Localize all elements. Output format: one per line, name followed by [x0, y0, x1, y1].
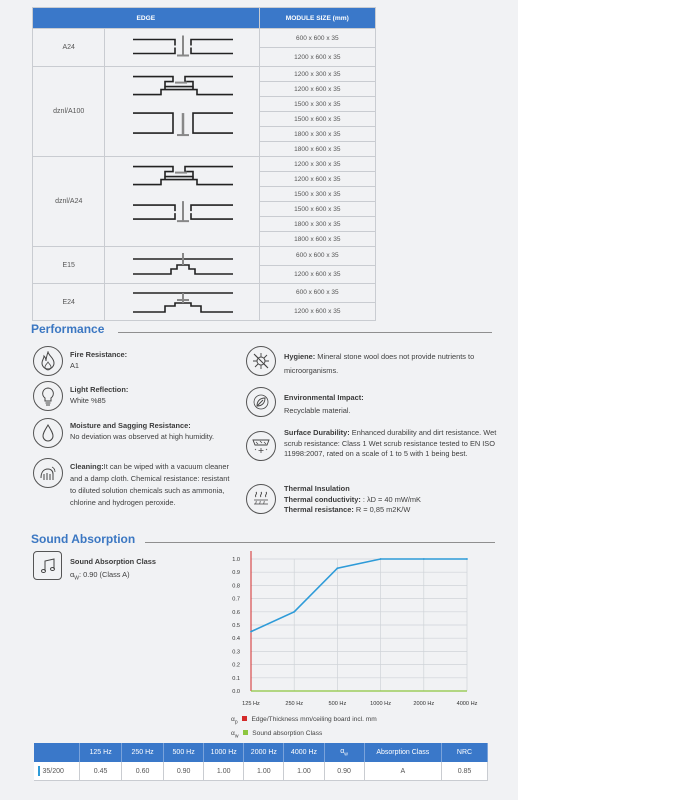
surface-durability-item: Surface Durability: Enhanced durability and dirt resistance. Wet scrub resistance: Class 1 Wet scrub resistance tested to EN ISO 11998:2007, rated on a scale of 1 to 5 with 1 being best. [284, 428, 497, 459]
y-tick-label: 0.6 [232, 609, 240, 616]
sound-table-header: $\alpha_w$ [324, 743, 364, 762]
sound-table-cell: 1.00 [204, 762, 244, 781]
module-size-cell: 1200 x 600 x 35 [259, 82, 375, 97]
module-size-cell: 1800 x 600 x 35 [259, 232, 375, 247]
sound-table-cell: 0.45 [80, 762, 122, 781]
sound-table-header: 500 Hz [164, 743, 204, 762]
light-reflection-item: Light Reflection: White %85 [70, 385, 129, 405]
module-size-cell: 600 x 600 x 35 [259, 29, 375, 48]
y-tick-label: 0.7 [232, 596, 240, 603]
sound-class-item: Sound Absorption Class $\alpha_W$: 0.90 (Class A) [70, 557, 156, 582]
panel-scrub-icon [246, 431, 276, 461]
sound-table-cell: 0.90 [164, 762, 204, 781]
x-tick-label: 1000 Hz [370, 701, 392, 707]
y-tick-label: 0.2 [232, 662, 240, 669]
thermal-item: Thermal Insulation Thermal conductivity: : λD = 40 mW/mK Thermal resistance: R = 0,85 m2K/W [284, 484, 421, 515]
y-tick-label: 0.1 [232, 675, 240, 682]
flame-icon [33, 346, 63, 376]
module-size-cell: 1200 x 600 x 35 [259, 265, 375, 284]
module-size-cell: 600 x 600 x 35 [259, 247, 375, 266]
edge-type-cell: A24 [33, 29, 105, 67]
edge-table-row [33, 247, 376, 266]
legend-red-swatch [242, 716, 247, 721]
module-size-cell: 1800 x 600 x 35 [259, 142, 375, 157]
performance-title: Performance [31, 322, 110, 336]
edge-profile-cell [105, 284, 259, 321]
module-size-cell: 1200 x 600 x 35 [259, 172, 375, 187]
edge-profile-drawing [105, 157, 255, 246]
module-size-cell: 1200 x 600 x 35 [259, 48, 375, 67]
edge-profile-drawing [105, 247, 255, 283]
edge-type-cell: E24 [33, 284, 105, 321]
edge-type-cell: E15 [33, 247, 105, 284]
y-tick-label: 1.0 [232, 557, 240, 563]
edge-profile-drawing [105, 67, 255, 156]
light-bulb-icon [33, 381, 63, 411]
edge-profile-cell [105, 29, 259, 67]
sound-table-header: Absorption Class [364, 743, 441, 762]
sound-table-header: 125 Hz [80, 743, 122, 762]
module-size-cell: 1200 x 300 x 35 [259, 67, 375, 82]
edge-profile-cell [105, 247, 259, 284]
sound-table-cell: 1.00 [284, 762, 324, 781]
y-tick-label: 0.8 [232, 583, 240, 590]
edge-profile-cell [105, 67, 259, 157]
data-point [423, 558, 425, 560]
edge-header: EDGE [33, 8, 260, 29]
sound-table-header: 1000 Hz [204, 743, 244, 762]
sound-table-cell: 1.00 [244, 762, 284, 781]
module-size-cell: 600 x 600 x 35 [259, 284, 375, 303]
y-tick-label: 0.3 [232, 649, 240, 656]
module-size-cell: 1800 x 300 x 35 [259, 217, 375, 232]
x-tick-label: 500 Hz [328, 701, 347, 707]
hygiene-item: Hygiene: Mineral stone wool does not provide nutrients to microorganisms. [284, 352, 475, 375]
performance-rule [118, 332, 492, 333]
module-size-cell: 1200 x 300 x 35 [259, 157, 375, 172]
module-size-cell: 1500 x 300 x 35 [259, 97, 375, 112]
edge-type-cell: dznl/A24 [33, 157, 105, 247]
module-size-cell: 1500 x 600 x 35 [259, 112, 375, 127]
data-point [250, 631, 252, 633]
edge-profile-cell [105, 157, 259, 247]
x-tick-label: 4000 Hz [456, 701, 478, 707]
edge-profile-drawing [105, 29, 255, 66]
y-tick-label: 0.4 [232, 636, 240, 643]
edge-table-row [33, 67, 376, 82]
sound-table-header: 250 Hz [122, 743, 164, 762]
moisture-item: Moisture and Sagging Resistance: No deviation was observed at high humidity. [70, 421, 215, 441]
module-size-cell: 1500 x 600 x 35 [259, 202, 375, 217]
y-tick-label: 0.5 [232, 623, 240, 629]
legend-green-swatch [243, 730, 248, 735]
sound-table-header [34, 743, 80, 762]
sound-table [34, 743, 488, 781]
sound-table-cell: 0.60 [122, 762, 164, 781]
module-size-cell: 1200 x 600 x 35 [259, 302, 375, 321]
heat-waves-icon [246, 484, 276, 514]
environmental-item: Environmental Impact: Recyclable material. [284, 393, 364, 415]
series-line [251, 559, 467, 632]
water-drop-icon [33, 418, 63, 448]
leaf-icon [246, 387, 276, 417]
sound-table-header: 2000 Hz [244, 743, 284, 762]
legend-edge: $\alpha_p$ Edge/Thickness mm/ceiling board incl. mm [231, 716, 377, 726]
x-tick-label: 2000 Hz [413, 701, 435, 707]
sound-table-cell: 0.90 [324, 762, 364, 781]
x-tick-label: 250 Hz [285, 701, 304, 707]
data-point [380, 558, 382, 560]
module-size-header: MODULE SIZE (mm) [259, 8, 375, 29]
sound-table-cell: 35/200 [34, 762, 80, 781]
x-tick-label: 125 Hz [242, 701, 260, 707]
edge-profile-drawing [105, 284, 255, 320]
sound-table-header: 4000 Hz [284, 743, 324, 762]
sound-table-cell: 0.85 [442, 762, 488, 781]
y-tick-label: 0.9 [232, 570, 240, 577]
legend-class: $\alpha_w$ Sound absorption Class [231, 730, 323, 740]
data-point [293, 611, 295, 613]
sound-title: Sound Absorption [31, 532, 141, 546]
edge-type-cell: dznl/A100 [33, 67, 105, 157]
y-tick-label: 0.0 [232, 689, 240, 695]
cleaning-hand-icon [33, 458, 63, 488]
edge-table-row [33, 157, 376, 172]
module-size-cell: 1500 x 300 x 35 [259, 187, 375, 202]
no-bacteria-icon [246, 346, 276, 376]
edge-table-row [33, 284, 376, 303]
sound-rule [145, 542, 495, 543]
sound-absorption-chart [229, 548, 491, 716]
edge-table-row [33, 29, 376, 48]
module-size-cell: 1800 x 300 x 35 [259, 127, 375, 142]
data-point [466, 558, 468, 560]
data-point [337, 567, 339, 569]
sound-table-header: NRC [442, 743, 488, 762]
music-notes-icon [33, 551, 62, 580]
cleaning-item: Cleaning:It can be wiped with a vacuum cleaner and a damp cloth. Chemical resistance: resistant to diluted solution chemicals such as ammonia, chlorine and hydrogen peroxide. [70, 462, 230, 508]
sound-table-cell: A [364, 762, 441, 781]
fire-resistance-item: Fire Resistance: A1 [70, 350, 128, 370]
edge-table [32, 7, 376, 321]
